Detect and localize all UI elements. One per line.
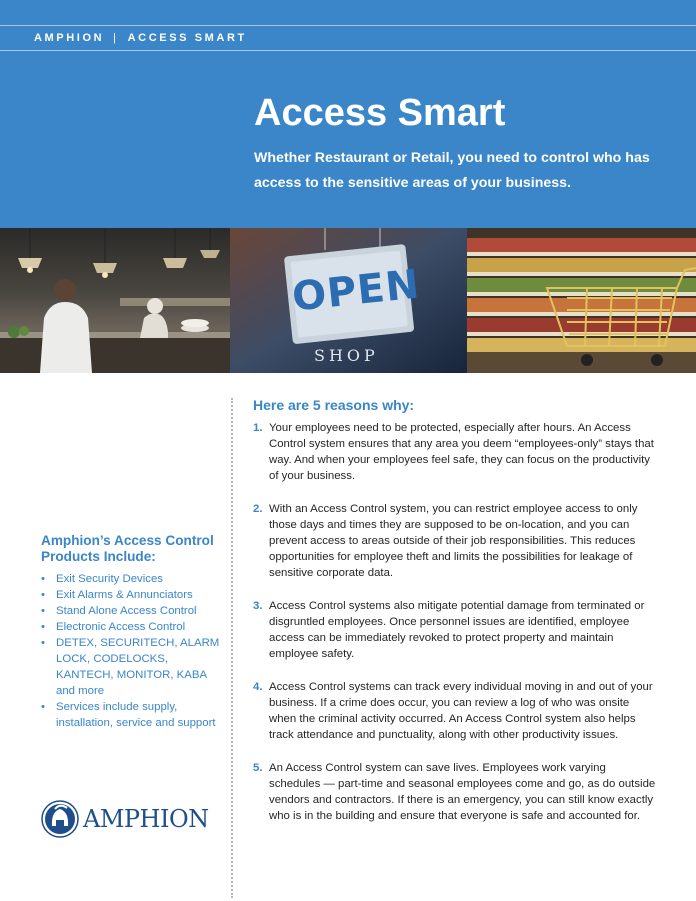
reason-number: 5. — [253, 762, 263, 774]
restaurant-kitchen-photo — [0, 228, 230, 373]
list-item: • DETEX, SECURITECH, ALARM LOCK, CODELOCKS, KANTECH, MONITOR, KABA and more — [41, 635, 226, 699]
reasons-heading: Here are 5 reasons why: — [253, 397, 415, 413]
section-name: ACCESS SMART — [127, 32, 247, 44]
top-bar-text — [34, 32, 247, 44]
reason-number: 3. — [253, 600, 263, 612]
reason-number: 1. — [253, 422, 263, 434]
reason-number: 4. — [253, 681, 263, 693]
top-bar — [0, 25, 696, 51]
products-heading: Amphion’s Access Control Products Include: — [41, 533, 214, 564]
list-item — [253, 420, 658, 484]
amphion-logo — [41, 800, 209, 838]
photo-strip — [0, 228, 696, 373]
brand-name: AMPHION — [34, 32, 105, 44]
page-title: Access Smart — [254, 92, 506, 134]
list-item: • Exit Security Devices — [41, 571, 226, 587]
list-item: • Exit Alarms & Annunciators — [41, 587, 226, 603]
products-list — [41, 571, 226, 731]
reason-text: Your employees need to be protected, especially after hours. An Access Control system ensures that any area you deem “employees-only” stays that way. And when your employees feel safe, they can focus on the productivity of your business. — [269, 422, 654, 482]
reason-text: An Access Control system can save lives. Employees work varying schedules — part-time and seasonal employees come and go, as do outside vendors and contractors. If there is an emergency, you can still know exactly who is in the building and ensure that everyone is safe and accounted for. — [269, 762, 656, 822]
grocery-cart-photo — [467, 228, 696, 373]
list-item: • Services include supply, installation, service and support — [41, 699, 226, 731]
reasons-list — [253, 420, 658, 824]
top-bar-separator: | — [113, 32, 119, 44]
list-item: • Electronic Access Control — [41, 619, 226, 635]
list-item — [253, 598, 658, 662]
reason-text: With an Access Control system, you can restrict employee access to only those days and times they are supposed to be on-location, and you can prevent access to areas outside of their job responsibilities. This reduces opportunities for employee theft and limits the possibilities for leakage of sensitive corporate data. — [269, 503, 638, 579]
list-item: • Stand Alone Access Control — [41, 603, 226, 619]
reason-text: Access Control systems also mitigate potential damage from terminated or disgruntled employees. Once personnel issues are identified, employee access can be immediately revoked to protect property and maintain employee safety. — [269, 600, 645, 660]
spartan-helmet-icon — [41, 800, 79, 838]
column-divider — [231, 398, 233, 898]
page-subtitle: Whether Restaurant or Retail, you need to control who has access to the sensitive areas of your business. — [254, 150, 650, 191]
logo-text: AMPHION — [83, 805, 209, 833]
reason-number: 2. — [253, 503, 263, 515]
list-item — [253, 760, 658, 824]
open-sign-text: OPEN — [289, 261, 423, 321]
list-item — [253, 501, 658, 581]
shop-sign-text: SHOP — [314, 346, 379, 365]
reason-text: Access Control systems can track every individual moving in and out of your business. If a crime does occur, you can review a log of who was onsite when the criminal activity occurred. An Access Control system also helps track attendance and punctuality, along with other productivity issues. — [269, 681, 653, 741]
hero-banner — [0, 0, 696, 228]
open-sign-photo — [230, 228, 467, 373]
list-item — [253, 679, 658, 743]
